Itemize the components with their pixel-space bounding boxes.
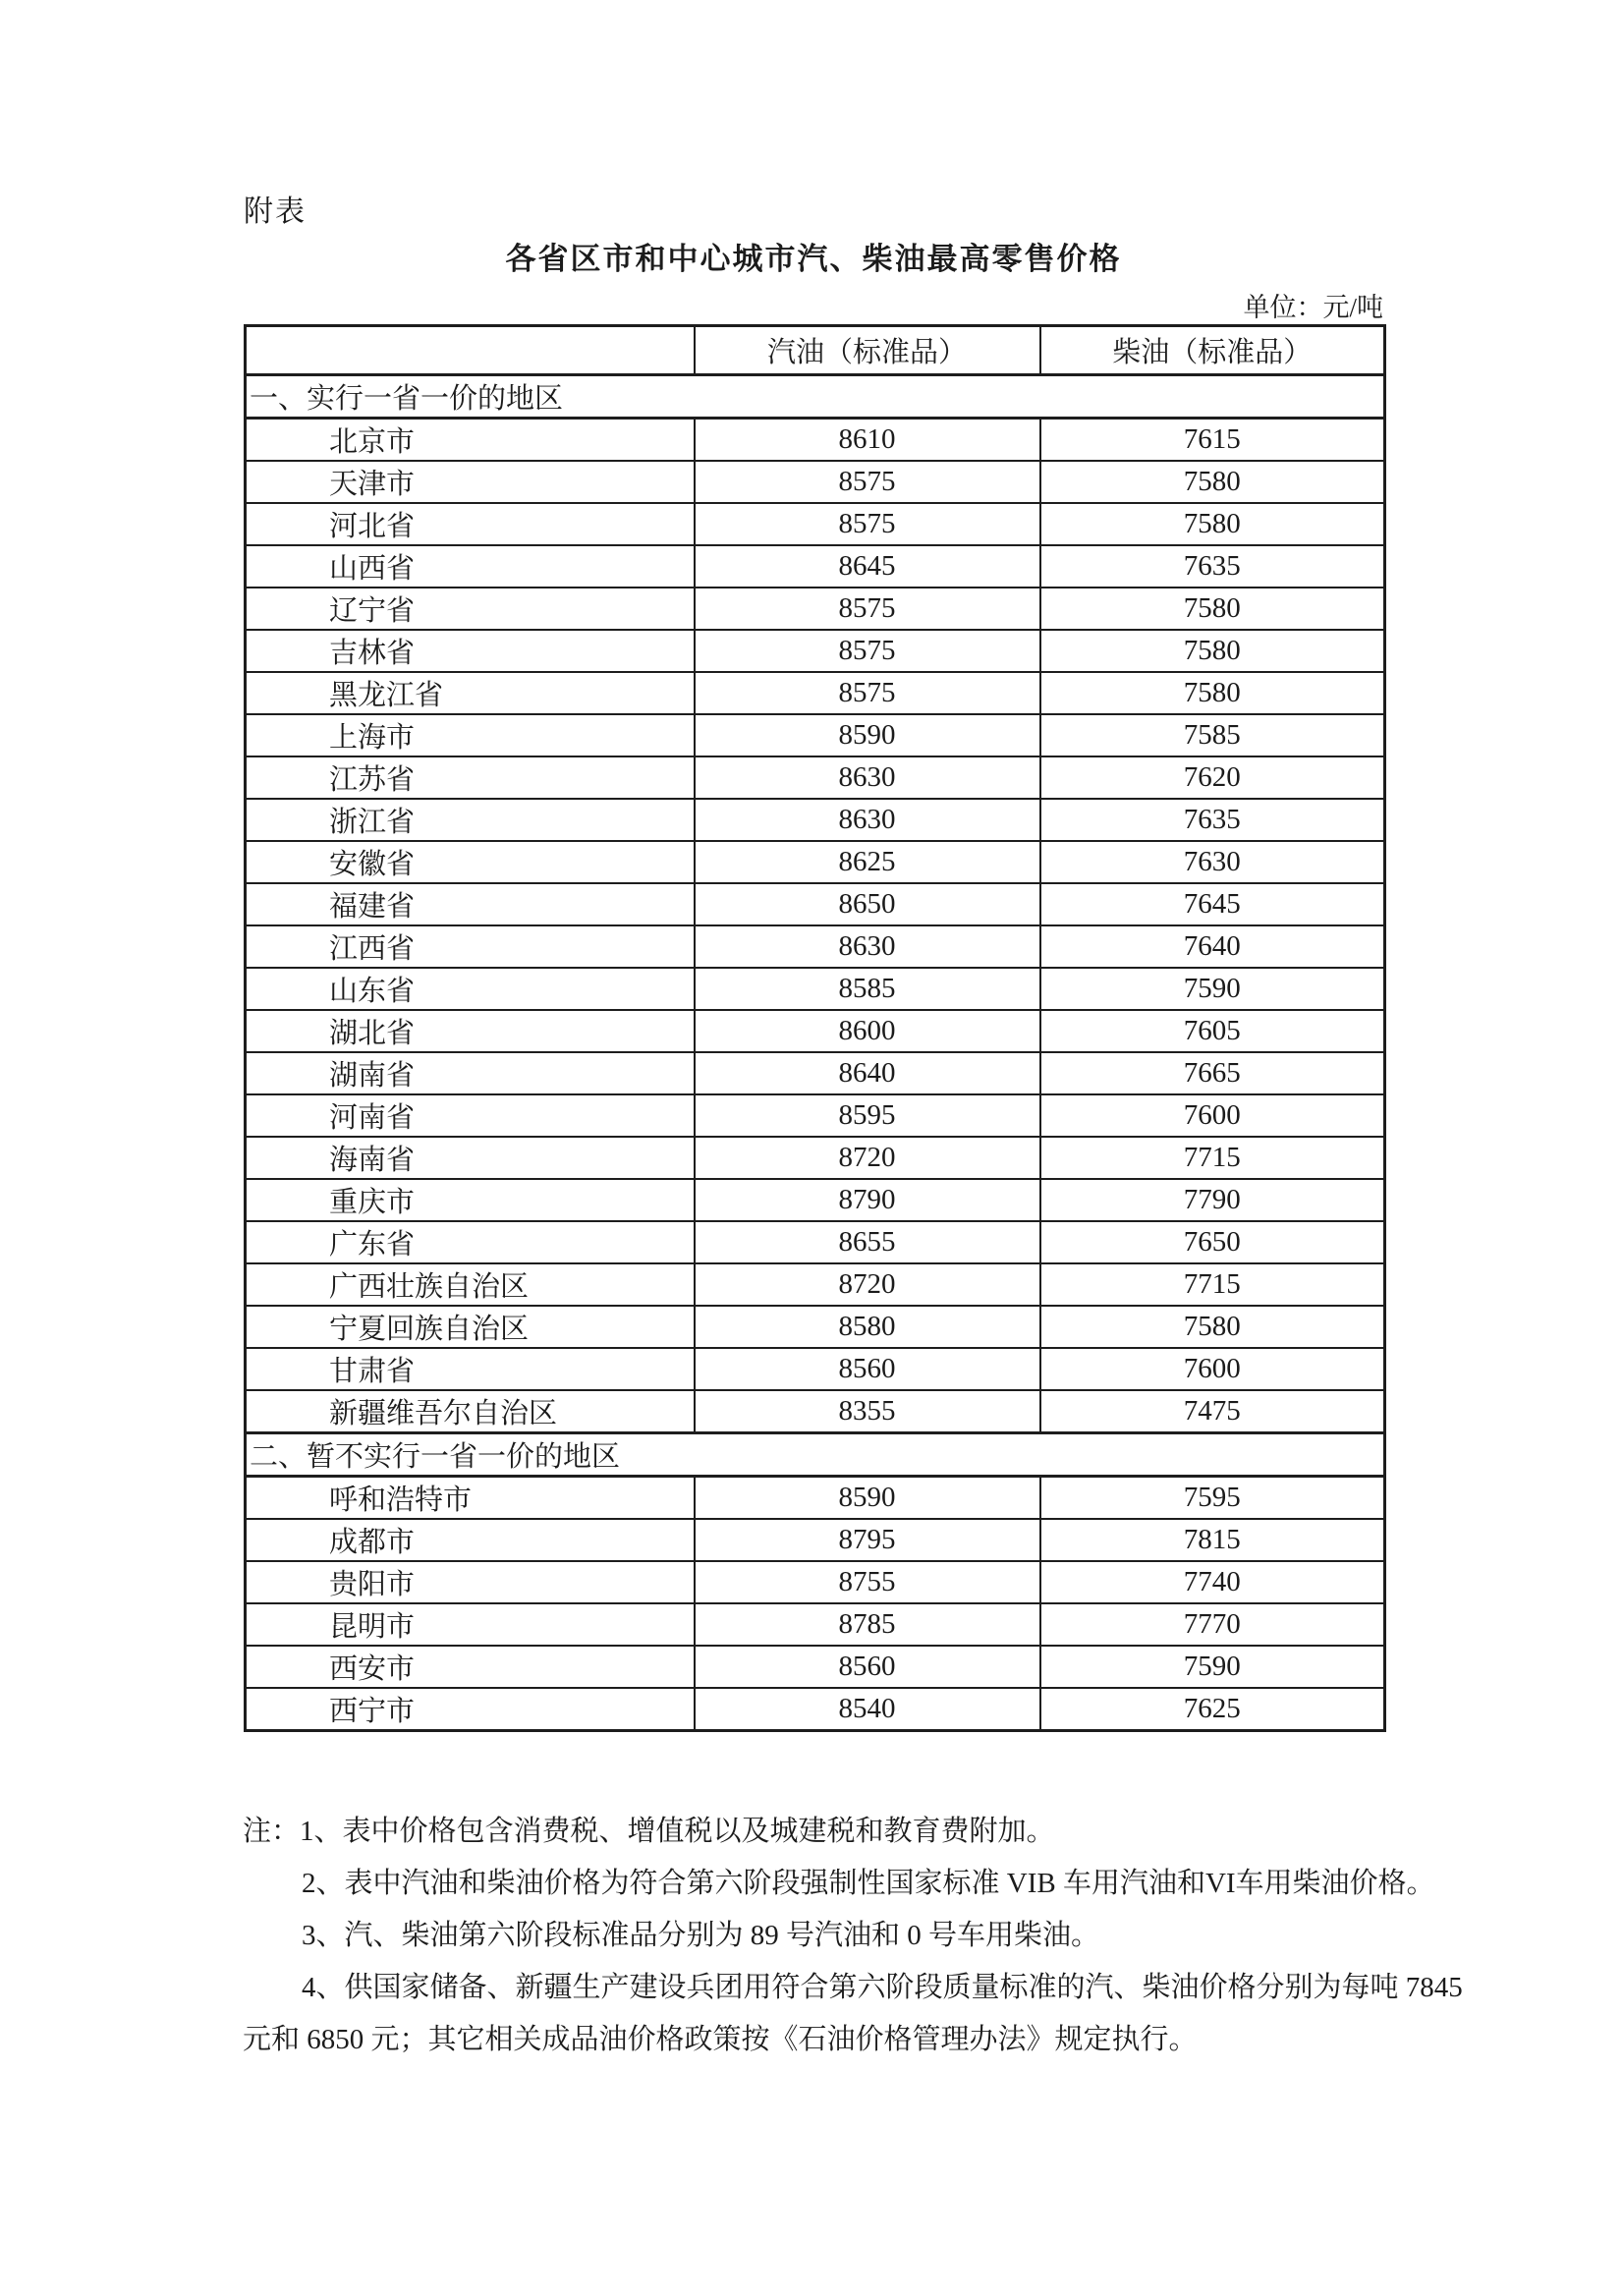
region-column-header xyxy=(246,326,695,375)
section-header-row xyxy=(246,1433,1385,1477)
region-cell: 海南省 xyxy=(246,1137,695,1179)
unit-label: 单位：元/吨 xyxy=(1243,293,1383,322)
region-cell: 黑龙江省 xyxy=(246,672,695,714)
region-cell: 河北省 xyxy=(246,503,695,545)
table-row xyxy=(246,1179,1385,1221)
diesel-price-cell: 7650 xyxy=(1040,1221,1385,1263)
gasoline-price-cell: 8575 xyxy=(695,672,1040,714)
table-row xyxy=(246,503,1385,545)
table-row xyxy=(246,1137,1385,1179)
region-cell: 甘肃省 xyxy=(246,1348,695,1390)
table-row xyxy=(246,756,1385,799)
table-row xyxy=(246,1477,1385,1520)
gasoline-price-cell: 8540 xyxy=(695,1688,1040,1731)
region-cell: 河南省 xyxy=(246,1094,695,1137)
region-cell: 重庆市 xyxy=(246,1179,695,1221)
diesel-price-cell: 7770 xyxy=(1040,1603,1385,1646)
table-row xyxy=(246,1094,1385,1137)
table-row xyxy=(246,1263,1385,1306)
diesel-price-cell: 7580 xyxy=(1040,461,1385,503)
diesel-price-cell: 7635 xyxy=(1040,799,1385,841)
table-row xyxy=(246,1603,1385,1646)
region-cell: 浙江省 xyxy=(246,799,695,841)
table-row xyxy=(246,1561,1385,1603)
table-row xyxy=(246,461,1385,503)
table-row xyxy=(246,545,1385,588)
diesel-price-cell: 7600 xyxy=(1040,1094,1385,1137)
diesel-price-cell: 7740 xyxy=(1040,1561,1385,1603)
region-cell: 山东省 xyxy=(246,968,695,1010)
gasoline-column-header: 汽油（标准品） xyxy=(695,326,1040,375)
diesel-price-cell: 7645 xyxy=(1040,883,1385,925)
region-cell: 辽宁省 xyxy=(246,588,695,630)
region-cell: 福建省 xyxy=(246,883,695,925)
section-header-cell: 二、暂不实行一省一价的地区 xyxy=(246,1433,1385,1477)
gasoline-price-cell: 8600 xyxy=(695,1010,1040,1052)
gasoline-price-cell: 8720 xyxy=(695,1137,1040,1179)
diesel-price-cell: 7665 xyxy=(1040,1052,1385,1094)
region-cell: 贵阳市 xyxy=(246,1561,695,1603)
gasoline-price-cell: 8575 xyxy=(695,630,1040,672)
table-row xyxy=(246,925,1385,968)
note-line: 3、汽、柴油第六阶段标准品分别为 89 号汽油和 0 号车用柴油。 xyxy=(302,1920,1100,1951)
region-cell: 湖北省 xyxy=(246,1010,695,1052)
diesel-price-cell: 7590 xyxy=(1040,968,1385,1010)
region-cell: 西安市 xyxy=(246,1646,695,1688)
diesel-price-cell: 7715 xyxy=(1040,1137,1385,1179)
gasoline-price-cell: 8355 xyxy=(695,1390,1040,1433)
gasoline-price-cell: 8630 xyxy=(695,925,1040,968)
region-cell: 广西壮族自治区 xyxy=(246,1263,695,1306)
diesel-price-cell: 7635 xyxy=(1040,545,1385,588)
table-row xyxy=(246,1646,1385,1688)
table-row xyxy=(246,883,1385,925)
notes-block xyxy=(243,1806,1471,2066)
diesel-price-cell: 7605 xyxy=(1040,1010,1385,1052)
region-cell: 吉林省 xyxy=(246,630,695,672)
diesel-price-cell: 7615 xyxy=(1040,419,1385,462)
diesel-price-cell: 7790 xyxy=(1040,1179,1385,1221)
table-row xyxy=(246,1306,1385,1348)
diesel-price-cell: 7590 xyxy=(1040,1646,1385,1688)
gasoline-price-cell: 8610 xyxy=(695,419,1040,462)
gasoline-price-cell: 8645 xyxy=(695,545,1040,588)
region-cell: 呼和浩特市 xyxy=(246,1477,695,1520)
table-row xyxy=(246,841,1385,883)
price-table-body xyxy=(246,375,1385,1731)
gasoline-price-cell: 8720 xyxy=(695,1263,1040,1306)
section-header-cell: 一、实行一省一价的地区 xyxy=(246,375,1385,419)
diesel-price-cell: 7815 xyxy=(1040,1519,1385,1561)
diesel-price-cell: 7580 xyxy=(1040,1306,1385,1348)
region-cell: 昆明市 xyxy=(246,1603,695,1646)
gasoline-price-cell: 8595 xyxy=(695,1094,1040,1137)
diesel-column-header: 柴油（标准品） xyxy=(1040,326,1385,375)
region-cell: 江西省 xyxy=(246,925,695,968)
gasoline-price-cell: 8655 xyxy=(695,1221,1040,1263)
gasoline-price-cell: 8795 xyxy=(695,1519,1040,1561)
table-row xyxy=(246,968,1385,1010)
region-cell: 西宁市 xyxy=(246,1688,695,1731)
table-row xyxy=(246,1688,1385,1731)
table-row xyxy=(246,1519,1385,1561)
region-cell: 天津市 xyxy=(246,461,695,503)
gasoline-price-cell: 8755 xyxy=(695,1561,1040,1603)
diesel-price-cell: 7585 xyxy=(1040,714,1385,756)
table-row xyxy=(246,1221,1385,1263)
gasoline-price-cell: 8625 xyxy=(695,841,1040,883)
region-cell: 江苏省 xyxy=(246,756,695,799)
region-cell: 新疆维吾尔自治区 xyxy=(246,1390,695,1433)
diesel-price-cell: 7640 xyxy=(1040,925,1385,968)
gasoline-price-cell: 8560 xyxy=(695,1348,1040,1390)
section-header-row xyxy=(246,375,1385,419)
diesel-price-cell: 7620 xyxy=(1040,756,1385,799)
gasoline-price-cell: 8630 xyxy=(695,799,1040,841)
note-line: 2、表中汽油和柴油价格为符合第六阶段强制性国家标准 VIB 车用汽油和VI车用柴油价格。 xyxy=(302,1868,1435,1899)
diesel-price-cell: 7630 xyxy=(1040,841,1385,883)
table-row xyxy=(246,630,1385,672)
diesel-price-cell: 7595 xyxy=(1040,1477,1385,1520)
annex-label: 附表 xyxy=(244,196,307,228)
gasoline-price-cell: 8560 xyxy=(695,1646,1040,1688)
table-header-row xyxy=(246,326,1385,375)
gasoline-price-cell: 8630 xyxy=(695,756,1040,799)
gasoline-price-cell: 8585 xyxy=(695,968,1040,1010)
gasoline-price-cell: 8590 xyxy=(695,714,1040,756)
page-title: 各省区市和中心城市汽、柴油最高零售价格 xyxy=(505,242,1122,276)
price-table xyxy=(244,324,1386,1732)
region-cell: 湖南省 xyxy=(246,1052,695,1094)
table-row xyxy=(246,1052,1385,1094)
region-cell: 广东省 xyxy=(246,1221,695,1263)
table-row xyxy=(246,714,1385,756)
diesel-price-cell: 7625 xyxy=(1040,1688,1385,1731)
diesel-price-cell: 7600 xyxy=(1040,1348,1385,1390)
table-row xyxy=(246,1348,1385,1390)
region-cell: 上海市 xyxy=(246,714,695,756)
diesel-price-cell: 7580 xyxy=(1040,588,1385,630)
gasoline-price-cell: 8580 xyxy=(695,1306,1040,1348)
gasoline-price-cell: 8575 xyxy=(695,588,1040,630)
region-cell: 宁夏回族自治区 xyxy=(246,1306,695,1348)
diesel-price-cell: 7715 xyxy=(1040,1263,1385,1306)
table-row xyxy=(246,799,1385,841)
table-row xyxy=(246,1390,1385,1433)
table-row xyxy=(246,419,1385,462)
region-cell: 成都市 xyxy=(246,1519,695,1561)
gasoline-price-cell: 8575 xyxy=(695,461,1040,503)
diesel-price-cell: 7580 xyxy=(1040,503,1385,545)
diesel-price-cell: 7580 xyxy=(1040,630,1385,672)
region-cell: 山西省 xyxy=(246,545,695,588)
region-cell: 安徽省 xyxy=(246,841,695,883)
table-row xyxy=(246,1010,1385,1052)
table-row xyxy=(246,672,1385,714)
gasoline-price-cell: 8790 xyxy=(695,1179,1040,1221)
region-cell: 北京市 xyxy=(246,419,695,462)
gasoline-price-cell: 8640 xyxy=(695,1052,1040,1094)
note-line: 注：1、表中价格包含消费税、增值税以及城建税和教育费附加。 xyxy=(243,1816,1055,1847)
gasoline-price-cell: 8650 xyxy=(695,883,1040,925)
gasoline-price-cell: 8575 xyxy=(695,503,1040,545)
diesel-price-cell: 7475 xyxy=(1040,1390,1385,1433)
diesel-price-cell: 7580 xyxy=(1040,672,1385,714)
note-line: 4、供国家储备、新疆生产建设兵团用符合第六阶段质量标准的汽、柴油价格分别为每吨 7845 元和 6850 元；其它相关成品油价格政策按《石油价格管理办法》规定执行。 xyxy=(243,1972,1463,2055)
gasoline-price-cell: 8785 xyxy=(695,1603,1040,1646)
gasoline-price-cell: 8590 xyxy=(695,1477,1040,1520)
table-row xyxy=(246,588,1385,630)
